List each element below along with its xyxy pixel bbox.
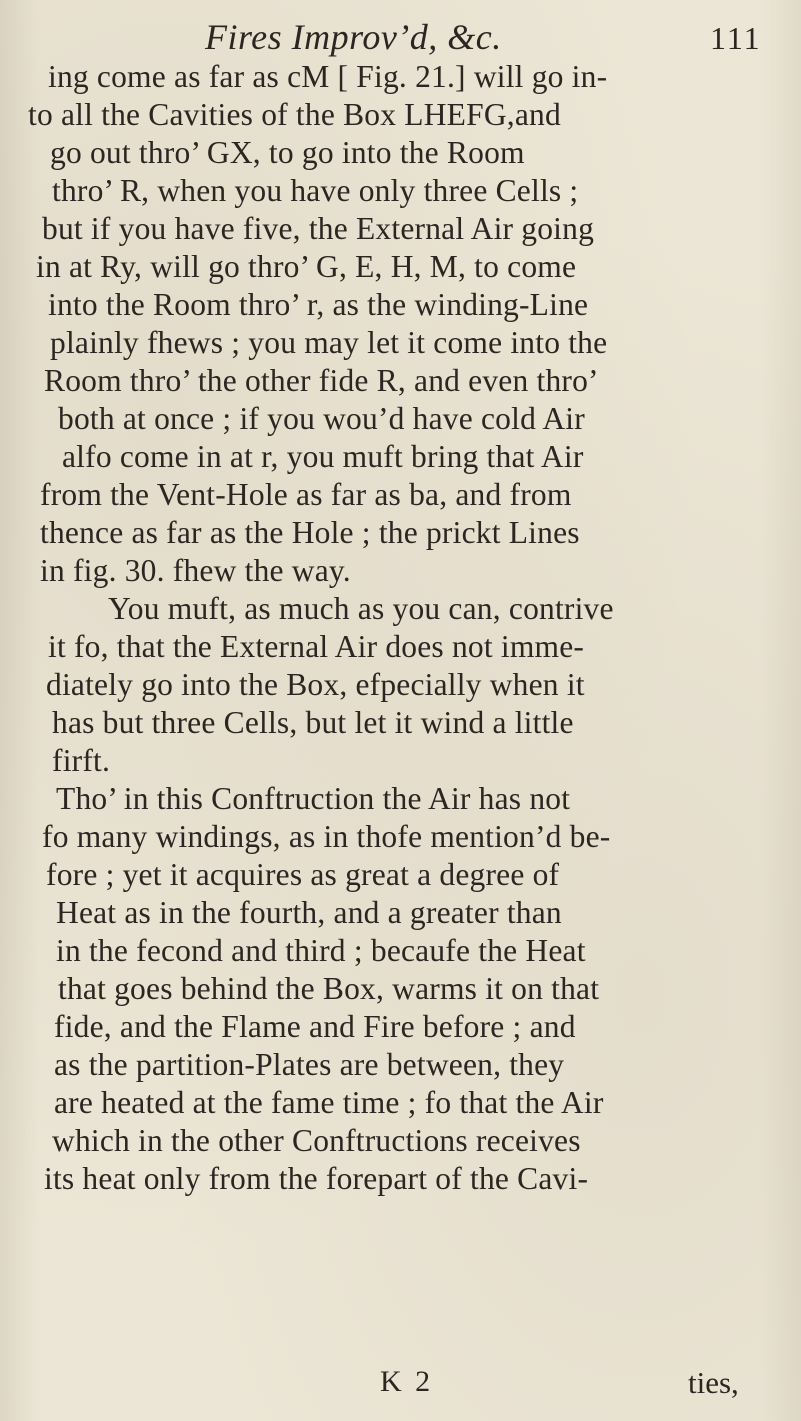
page-number: 111 xyxy=(710,20,762,56)
text-line: You muft, as much as you can, contrive xyxy=(108,591,614,626)
text-line: are heated at the fame time ; fo that the Air xyxy=(54,1085,604,1120)
text-line: in the fecond and third ; becaufe the Heat xyxy=(56,933,586,968)
text-line: its heat only from the forepart of the Cavi- xyxy=(44,1161,589,1196)
text-line: Tho’ in this Conftruction the Air has not xyxy=(56,781,571,816)
text-line: diately go into the Box, efpecially when it xyxy=(46,667,585,702)
text-line: that goes behind the Box, warms it on that xyxy=(58,971,600,1006)
text-line: has but three Cells, but let it wind a little xyxy=(52,705,574,740)
text-line: thro’ R, when you have only three Cells ; xyxy=(52,173,579,208)
text-line: in at Ry, will go thro’ G, E, H, M, to come xyxy=(36,249,577,284)
text-line: it fo, that the External Air does not imme- xyxy=(48,629,585,664)
text-line: plainly fhews ; you may let it come into the xyxy=(50,325,608,360)
text-line: in fig. 30. fhew the way. xyxy=(40,553,351,588)
text-line: fore ; yet it acquires as great a degree of xyxy=(46,857,560,892)
signature-mark: K 2 xyxy=(380,1365,434,1398)
text-line: as the partition-Plates are between, they xyxy=(54,1047,565,1082)
text-line: go out thro’ GX, to go into the Room xyxy=(50,135,525,170)
text-line: firft. xyxy=(52,743,111,778)
text-line: Room thro’ the other fide R, and even thro’ xyxy=(44,363,599,398)
text-line: into the Room thro’ r, as the winding-Line xyxy=(48,287,589,322)
text-line: alfo come in at r, you muft bring that Air xyxy=(62,439,584,474)
text-line: which in the other Conftructions receives xyxy=(52,1123,581,1158)
text-line: thence as far as the Hole ; the prickt Lines xyxy=(40,515,580,550)
text-line: Heat as in the fourth, and a greater than xyxy=(56,895,562,930)
text-line: ing come as far as cM [ Fig. 21.] will go in- xyxy=(48,59,608,94)
running-head xyxy=(0,14,801,58)
text-line: both at once ; if you wou’d have cold Air xyxy=(58,401,585,436)
text-line: to all the Cavities of the Box LHEFG,and xyxy=(28,97,561,132)
page-footer xyxy=(0,1365,801,1405)
text-line: from the Vent-Hole as far as ba, and from xyxy=(40,477,572,512)
catchword: ties, xyxy=(688,1365,739,1400)
running-title: Fires Improv’d, &c. xyxy=(205,17,502,57)
text-line: but if you have five, the External Air going xyxy=(42,211,595,246)
text-line: fide, and the Flame and Fire before ; and xyxy=(54,1009,576,1044)
text-line: fo many windings, as in thofe mention’d be- xyxy=(42,819,611,854)
